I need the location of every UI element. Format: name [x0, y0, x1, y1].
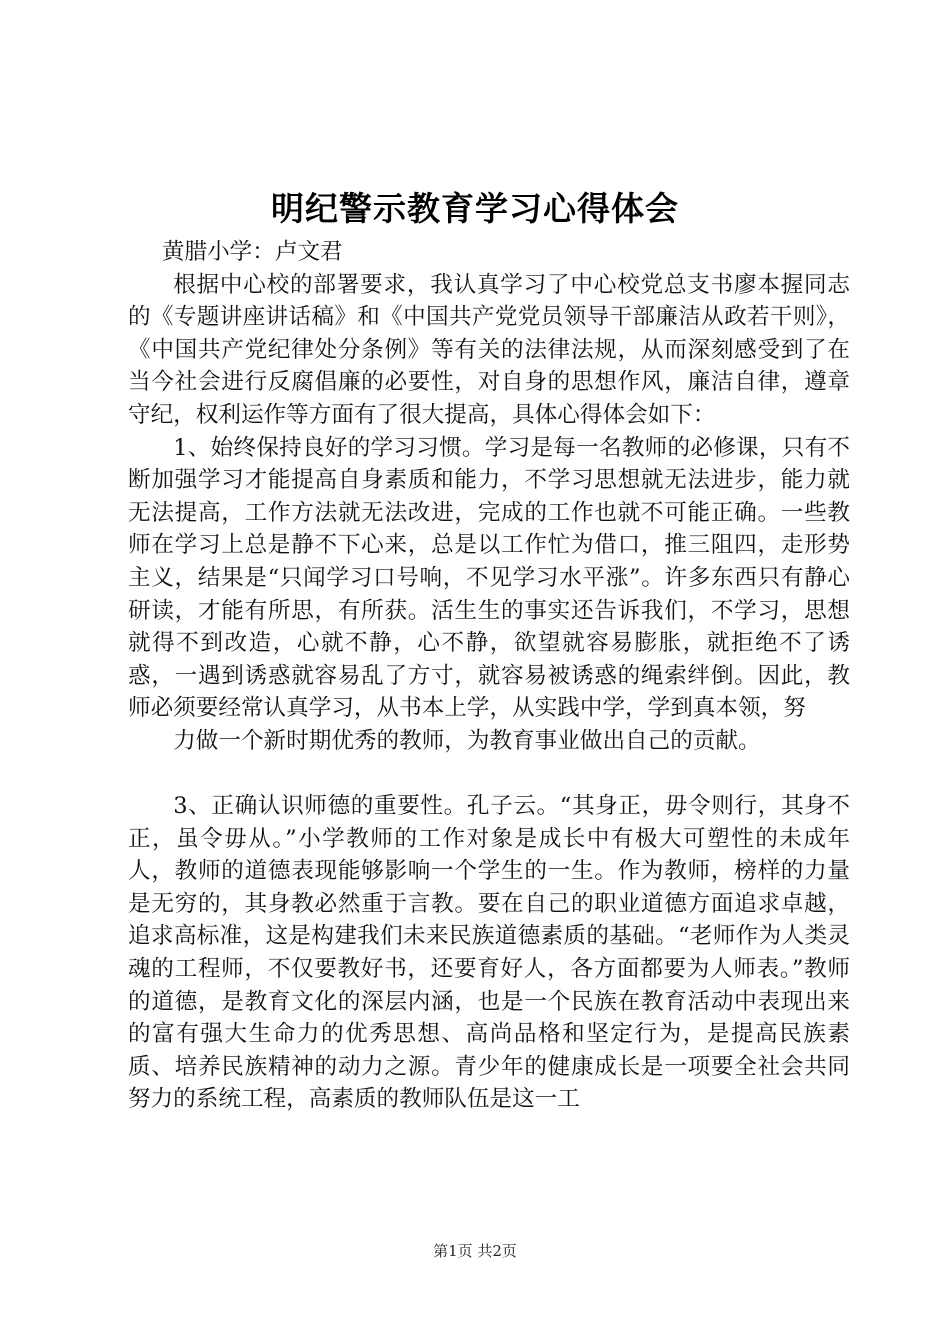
- document-title: 明纪警示教育学习心得体会: [271, 189, 679, 228]
- paragraph-study-habit-continued: 力做一个新时期优秀的教师，为教育事业做出自己的贡献。: [173, 727, 761, 754]
- paragraph-teacher-ethics: 3、正确认识师德的重要性。孔子云。“其身正，毋令则行，其身不正，虽令毋从。”小学教师的工作对象是成长中有极大可塑性的未成年人，教师的道德表现能够影响一个学生的一生。作为教师，榜样的力量是无穷的，其身教必然重于言教。要在自己的职业道德方面追求卓越，追求高标准，这是构建我们未来民族道德素质的基础。“老师作为人类灵魂的工程师，不仅要教好书，还要育好人，各方面都要为人师表。”教师的道德，是教育文化的深层内涵，也是一个民族在教育活动中表现出来的富有强大生命力的优秀思想、高尚品格和坚定行为，是提高民族素质、培养民族精神的动力之源。青少年的健康成长是一项要全社会共同努力的系统工程，高素质的教师队伍是这一工: [128, 793, 850, 1113]
- document-body: [128, 236, 850, 1116]
- author-line: 黄腊小学：卢文君: [161, 239, 343, 265]
- paragraph-study-habit: 1、始终保持良好的学习习惯。学习是每一名教师的必修课，只有不断加强学习才能提高自身素质和能力，不学习思想就无法进步，能力就无法提高，工作方法就无法改进，完成的工作也就不可能正确。一些教师在学习上总是静不下心来，总是以工作忙为借口，推三阻四，走形势主义，结果是“只闻学习口号响，不见学习水平涨”。许多东西只有静心研读，才能有所思，有所获。活生生的事实还告诉我们，不学习，思想就得不到改造，心就不静，心不静，欲望就容易膨胀，就拒绝不了诱惑，一遇到诱惑就容易乱了方寸，就容易被诱惑的绳索绊倒。因此，教师必须要经常认真学习，从书本上学，从实践中学，学到真本领，努: [128, 434, 850, 722]
- paragraph-gap: [128, 758, 850, 791]
- page-number-footer: 第1页 共2页: [433, 1242, 517, 1260]
- paragraph-intro: 根据中心校的部署要求，我认真学习了中心校党总支书廖本握同志的《专题讲座讲话稿》和《中国共产党党员领导干部廉洁从政若干则》，《中国共产党纪律处分条例》等有关的法律法规，从而深刻感受到了在当今社会进行反腐倡廉的必要性，对自身的思想作风，廉洁自律，遵章守纪，权利运作等方面有了很大提高，具体心得体会如下：: [128, 271, 850, 428]
